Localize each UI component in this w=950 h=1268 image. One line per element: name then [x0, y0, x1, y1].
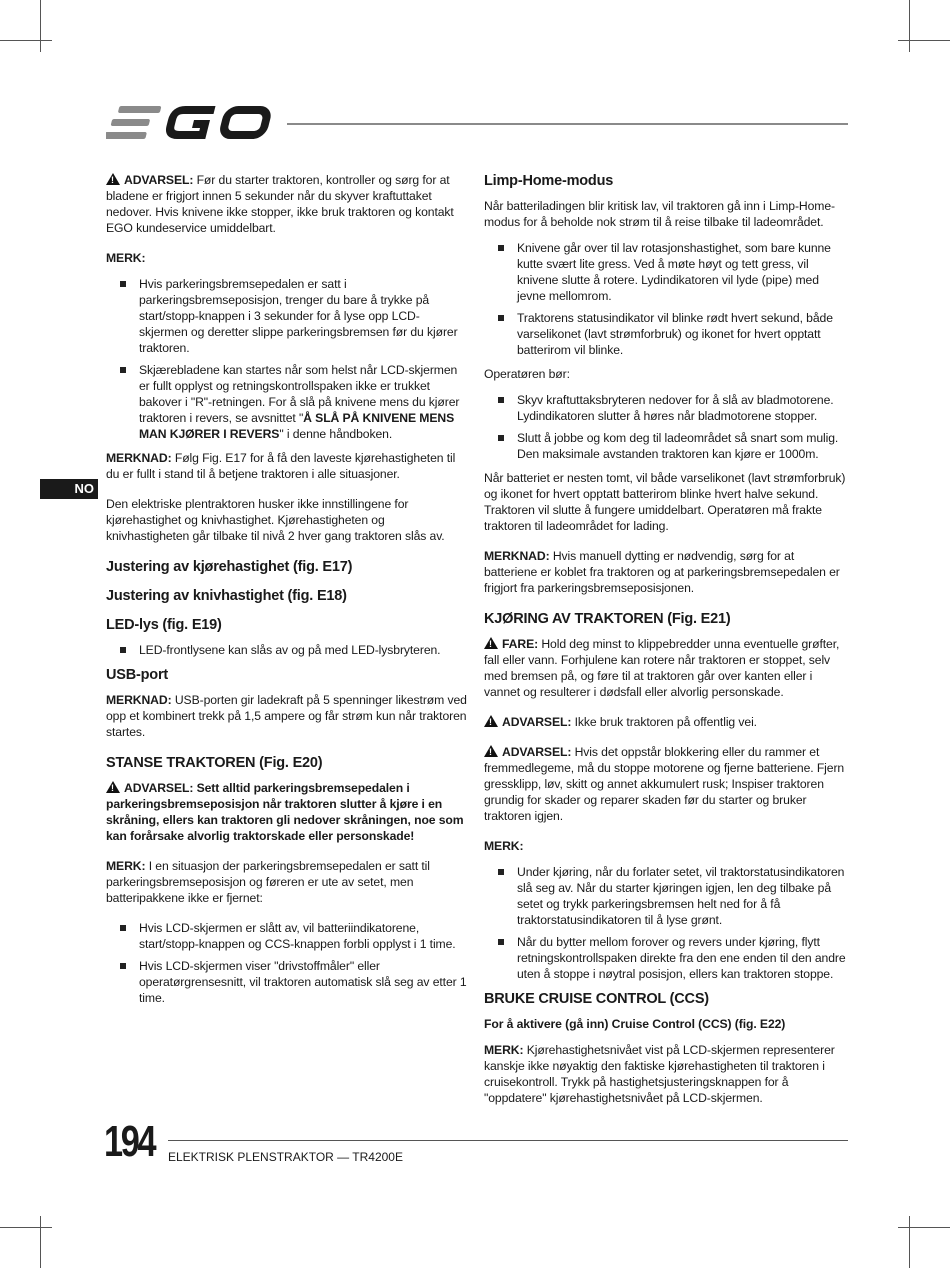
warning-icon — [484, 745, 498, 757]
ego-logo-graphic — [106, 104, 276, 142]
usb-merknad: MERKNAD: USB-porten gir ladekraft på 5 spenninger likestrøm ved opp et kombinert trekk på 1,5 ampere og får strøm kun når traktoren startes. — [106, 693, 467, 739]
ego-logo — [106, 104, 276, 147]
merk-list — [106, 276, 468, 442]
page-number: 194 — [104, 1117, 155, 1166]
crop-mark — [40, 0, 41, 52]
operator-should: Operatøren bør: — [484, 367, 570, 381]
heading-limp-home: Limp-Home-modus — [484, 173, 614, 189]
stop-list — [106, 920, 468, 1006]
warning-blockage: !ADVARSEL: Hvis det oppstår blokkering eller du rammer et fremmedlegeme, må du stoppe motorene og fjerne batteriene. Fjern gressklipp, løv, skitt og annet akkumulert rusk; Inspiser traktoren grundig for skader og reparer skaden før du starter og bruker traktoren igjen. — [484, 744, 850, 824]
led-list — [106, 642, 468, 658]
warning-icon — [106, 173, 120, 185]
list-item: Hvis parkeringsbremsepedalen er satt i parkeringsbremseposisjon, trenger du bare å trykke på start/stopp-knappen i 3 sekunder for å lyse opp LCD-skjermen og deretter slippe parkeringsbremsen før du kjører traktoren. — [106, 276, 468, 356]
stop-merk: MERK: I en situasjon der parkeringsbremsepedalen er satt til parkeringsbremseposisjon og føreren er ute av setet, men batteripakkene ikke er fjernet: — [106, 859, 430, 905]
list-item: Når du bytter mellom forover og revers under kjøring, flytt retningskontrollspaken direkte fra den ene enden til den andre uten å stoppe i nøytral posisjon, ellers kan traktoren stoppe. — [484, 934, 850, 982]
heading-stop: STANSE TRAKTOREN (Fig. E20) — [106, 755, 323, 771]
crop-mark — [898, 1227, 950, 1228]
warning-icon — [484, 637, 498, 649]
memory-paragraph: Den elektriske plentraktoren husker ikke innstillingene for kjørehastighet og knivhastighet. Kjørehastigheten og knivhastigheten går tilbake til nivå 2 hver gang traktoren slås av. — [106, 497, 445, 543]
merknad-speed: MERKNAD: Følg Fig. E17 for å få den laveste kjørehastigheten til du er fullt i stand til å betjene traktoren i alle situasjoner. — [106, 451, 456, 481]
crop-mark — [0, 1227, 52, 1228]
crop-mark — [0, 40, 52, 41]
right-column — [484, 172, 850, 1116]
list-item: Slutt å jobbe og kom deg til ladeområdet så snart som mulig. Den maksimale avstanden traktoren kan kjøre er 1000m. — [484, 430, 850, 462]
merk-list — [484, 864, 850, 982]
warning-blades: !ADVARSEL: Før du starter traktoren, kontroller og sørg for at bladene er frigjort innen 5 sekunder når du skyver kraftuttaket nedover. Hvis knivene ikke stopper, ikke bruk traktoren og kontakt EGO kundeservice umiddelbart. — [106, 172, 468, 236]
crop-mark — [909, 0, 910, 52]
crop-mark — [40, 1216, 41, 1268]
language-tab: NO — [40, 479, 98, 499]
warning-icon — [106, 781, 120, 793]
limp-intro: Når batteriladingen blir kritisk lav, vil traktoren gå inn i Limp-Home-modus for å beholde nok strøm til å reise tilbake til ladeområdet. — [484, 199, 835, 229]
merk-label: MERK: — [106, 251, 146, 265]
merknad-tow: MERKNAD: Hvis manuell dytting er nødvendig, sørg for at batteriene er koblet fra traktoren og at parkeringsbremsepedalen er frigjort fra parkeringsbremseposisjonen. — [484, 549, 840, 595]
header-rule — [287, 123, 848, 125]
list-item: Skyv kraftuttaksbryteren nedover for å slå av bladmotorene. Lydindikatoren slutter å høres når bladmotorene stopper. — [484, 392, 850, 424]
merk-label: MERK: — [484, 839, 524, 853]
stop-warning: !ADVARSEL: Sett alltid parkeringsbremsepedalen i parkeringsbremseposisjon når traktoren slutter å kjøre i en skråning, ellers kan traktoren gli nedover skråningen, noe som kan forårsake alvorlig traktorskade eller personskade! — [106, 780, 468, 844]
crop-mark — [898, 40, 950, 41]
list-item: Knivene går over til lav rotasjonshastighet, som bare kunne kutte svært lite gress. Ved å møte høyt og tett gress, vil knivene slutte å rotere. Lydindikatoren vil lyde (pipe) med jevne mellomrom. — [484, 240, 850, 304]
list-item: Hvis LCD-skjermen viser "drivstoffmåler" eller operatørgrensesnitt, vil traktoren automatisk slå seg av etter 1 time. — [106, 958, 468, 1006]
footer-rule — [168, 1140, 848, 1141]
heading-ccs-sub: For å aktivere (gå inn) Cruise Control (CCS) (fig. E22) — [484, 1017, 786, 1031]
heading-led: LED-lys (fig. E19) — [106, 617, 222, 633]
list-item: Under kjøring, når du forlater setet, vil traktorstatusindikatoren slå seg av. Når du starter kjøringen igjen, len deg tilbake på setet og trykk parkeringsbremsen helt ned for å få traktorstatusindikatoren til å lyse grønt. — [484, 864, 850, 928]
heading-usb: USB-port — [106, 667, 169, 683]
ccs-merk: MERK: Kjørehastighetsnivået vist på LCD-skjermen representerer kanskje ikke nøyaktig den faktiske kjørehastigheten til traktoren i cruisekontroll. Trykk på hastighetsjusteringsknappen for å "oppdatere" kjørehastighetsnivået på LCD-skjermen. — [484, 1043, 835, 1105]
warning-road: !ADVARSEL: Ikke bruk traktoren på offentlig vei. — [484, 714, 850, 730]
list-item: Traktorens statusindikator vil blinke rødt hvert sekund, både varselikonet (lavt strømforbruk) og ikonet for hvert opptatt batterirom vil blinke. — [484, 310, 850, 358]
list-item: Hvis LCD-skjermen er slått av, vil batteriindikatorene, start/stopp-knappen og CCS-knappen forbli opplyst i 1 time. — [106, 920, 468, 952]
warning-icon — [484, 715, 498, 727]
operator-list — [484, 392, 850, 462]
limp-list — [484, 240, 850, 358]
left-column — [106, 172, 468, 1014]
crop-mark — [909, 1216, 910, 1268]
battery-empty-paragraph: Når batteriet er nesten tomt, vil både varselikonet (lavt strømforbruk) og ikonet for hvert opptatt batterirom blinke hvert halve sekund. Traktoren vil slutte å fungere umiddelbart. Operatøren må frakte traktoren til ladeområdet for lading. — [484, 471, 846, 533]
heading-ccs: BRUKE CRUISE CONTROL (CCS) — [484, 991, 709, 1007]
footer-title: ELEKTRISK PLENSTRAKTOR — TR4200E — [168, 1150, 403, 1164]
heading-blade-speed: Justering av knivhastighet (fig. E18) — [106, 588, 347, 604]
heading-driving: KJØRING AV TRAKTOREN (Fig. E21) — [484, 611, 731, 627]
heading-drive-speed: Justering av kjørehastighet (fig. E17) — [106, 559, 353, 575]
fare-warning: !FARE: Hold deg minst to klippebredder unna eventuelle grøfter, fall eller vann. Forhjulene kan rotere når traktoren er stoppet, selv med bremsen på, og føre til at traktoren går over kanten eller i vannet og resulterer i dødsfall eller alvorlig personskade. — [484, 636, 850, 700]
list-item: Skjærebladene kan startes når som helst når LCD-skjermen er fullt opplyst og retningskontrollspaken ikke er trukket bakover i "R"-retningen. For å slå på knivene mens du kjører traktoren i revers, se avsnittet "Å SLÅ PÅ KNIVENE MENS MAN KJØRER I REVERS" i denne håndboken. — [106, 362, 468, 442]
list-item: LED-frontlysene kan slås av og på med LED-lysbryteren. — [106, 642, 468, 658]
